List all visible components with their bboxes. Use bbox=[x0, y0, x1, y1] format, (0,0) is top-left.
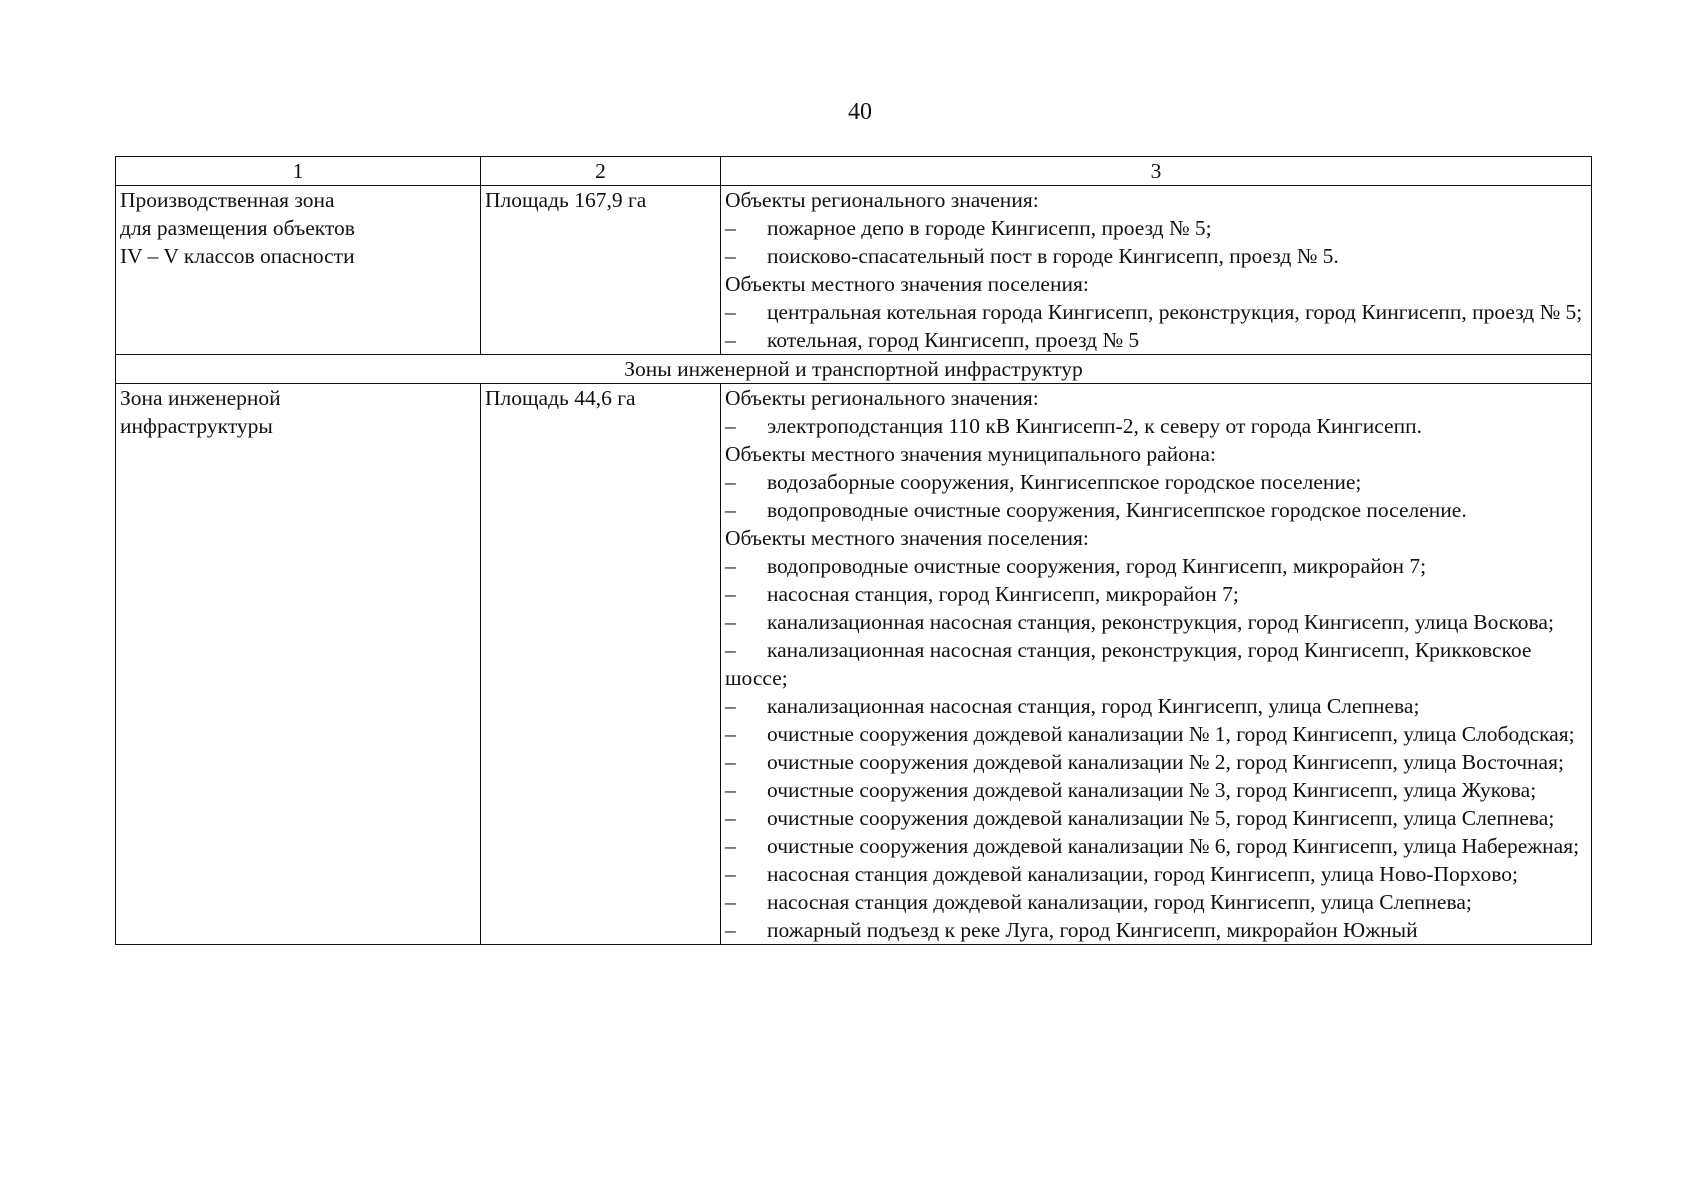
list-item-text: поисково-спасательный пост в городе Кингисепп, проезд № 5. bbox=[767, 244, 1339, 268]
dash-marker: – bbox=[725, 414, 736, 438]
zones-table bbox=[115, 156, 1592, 945]
dash-marker: – bbox=[725, 722, 736, 746]
column-number-row bbox=[116, 157, 1592, 186]
dash-marker: – bbox=[725, 554, 736, 578]
zone-area: Площадь 44,6 га bbox=[485, 386, 636, 410]
list-item-text: пожарное депо в городе Кингисепп, проезд № 5; bbox=[767, 216, 1212, 240]
list-item-text: насосная станция дождевой канализации, город Кингисепп, улица Ново-Порхово; bbox=[767, 862, 1518, 886]
list-item bbox=[725, 496, 1587, 524]
list-item bbox=[725, 888, 1587, 916]
list-item bbox=[725, 832, 1587, 860]
dash-marker: – bbox=[725, 610, 736, 634]
dash-marker: – bbox=[725, 638, 736, 662]
group-heading: Объекты местного значения муниципального района: bbox=[725, 442, 1216, 466]
group-heading: Объекты регионального значения: bbox=[725, 188, 1039, 212]
list-item-text: пожарный подъезд к реке Луга, город Кингисепп, микрорайон Южный bbox=[767, 918, 1418, 942]
group-heading: Объекты местного значения поселения: bbox=[725, 272, 1089, 296]
dash-marker: – bbox=[725, 890, 736, 914]
zone-area-cell bbox=[481, 384, 721, 945]
table-row bbox=[116, 186, 1592, 355]
page-number: 40 bbox=[848, 99, 872, 125]
list-item-text: насосная станция, город Кингисепп, микрорайон 7; bbox=[767, 582, 1239, 606]
list-item bbox=[725, 776, 1587, 804]
list-item-text: очистные сооружения дождевой канализации № 3, город Кингисепп, улица Жукова; bbox=[767, 778, 1537, 802]
dash-marker: – bbox=[725, 694, 736, 718]
section-row bbox=[116, 355, 1592, 384]
list-item bbox=[725, 552, 1587, 580]
list-item bbox=[725, 468, 1587, 496]
list-item-text: канализационная насосная станция, реконструкция, город Кингисепп, улица Воскова; bbox=[767, 610, 1554, 634]
zone-name-line: для размещения объектов bbox=[120, 216, 355, 240]
list-item-text: канализационная насосная станция, реконструкция, город Кингисепп, Крикковское шоссе; bbox=[725, 638, 1532, 690]
list-item-text: котельная, город Кингисепп, проезд № 5 bbox=[767, 328, 1140, 352]
list-item-text: очистные сооружения дождевой канализации № 1, город Кингисепп, улица Слободская; bbox=[767, 722, 1575, 746]
dash-marker: – bbox=[725, 216, 736, 240]
zone-name-line: IV – V классов опасности bbox=[120, 244, 355, 268]
section-title: Зоны инженерной и транспортной инфраструктур bbox=[116, 355, 1592, 384]
list-item bbox=[725, 636, 1587, 692]
list-item bbox=[725, 214, 1587, 242]
list-item bbox=[725, 916, 1587, 944]
list-item-text: очистные сооружения дождевой канализации № 6, город Кингисепп, улица Набережная; bbox=[767, 834, 1580, 858]
group-heading: Объекты местного значения поселения: bbox=[725, 526, 1089, 550]
list-item bbox=[725, 860, 1587, 888]
list-item-text: центральная котельная города Кингисепп, реконструкция, город Кингисепп, проезд № 5; bbox=[767, 300, 1583, 324]
column-number-3: 3 bbox=[721, 157, 1592, 186]
list-item bbox=[725, 298, 1587, 326]
list-item bbox=[725, 412, 1587, 440]
list-item bbox=[725, 748, 1587, 776]
list-item-text: очистные сооружения дождевой канализации № 2, город Кингисепп, улица Восточная; bbox=[767, 750, 1564, 774]
list-item bbox=[725, 692, 1587, 720]
table-row bbox=[116, 384, 1592, 945]
list-item-text: очистные сооружения дождевой канализации № 5, город Кингисепп, улица Слепнева; bbox=[767, 806, 1555, 830]
list-item bbox=[725, 326, 1587, 354]
dash-marker: – bbox=[725, 834, 736, 858]
dash-marker: – bbox=[725, 300, 736, 324]
dash-marker: – bbox=[725, 582, 736, 606]
list-item bbox=[725, 804, 1587, 832]
list-item bbox=[725, 720, 1587, 748]
dash-marker: – bbox=[725, 750, 736, 774]
list-item-text: водопроводные очистные сооружения, Кингисеппское городское поселение. bbox=[767, 498, 1467, 522]
dash-marker: – bbox=[725, 470, 736, 494]
dash-marker: – bbox=[725, 862, 736, 886]
column-number-2: 2 bbox=[481, 157, 721, 186]
list-item bbox=[725, 580, 1587, 608]
zone-objects-cell bbox=[721, 186, 1592, 355]
zone-name-cell bbox=[116, 186, 481, 355]
list-item-text: электроподстанция 110 кВ Кингисепп-2, к северу от города Кингисепп. bbox=[767, 414, 1422, 438]
dash-marker: – bbox=[725, 918, 736, 942]
list-item bbox=[725, 608, 1587, 636]
zone-area-cell bbox=[481, 186, 721, 355]
dash-marker: – bbox=[725, 244, 736, 268]
zone-name-line: инфраструктуры bbox=[120, 414, 273, 438]
list-item bbox=[725, 242, 1587, 270]
list-item-text: насосная станция дождевой канализации, город Кингисепп, улица Слепнева; bbox=[767, 890, 1472, 914]
zone-name-line: Зона инженерной bbox=[120, 386, 281, 410]
zone-objects-cell bbox=[721, 384, 1592, 945]
list-item-text: канализационная насосная станция, город Кингисепп, улица Слепнева; bbox=[767, 694, 1420, 718]
dash-marker: – bbox=[725, 806, 736, 830]
zone-area: Площадь 167,9 га bbox=[485, 188, 647, 212]
zone-name-line: Производственная зона bbox=[120, 188, 335, 212]
dash-marker: – bbox=[725, 778, 736, 802]
dash-marker: – bbox=[725, 328, 736, 352]
list-item-text: водозаборные сооружения, Кингисеппское городское поселение; bbox=[767, 470, 1362, 494]
zone-name-cell bbox=[116, 384, 481, 945]
column-number-1: 1 bbox=[116, 157, 481, 186]
list-item-text: водопроводные очистные сооружения, город Кингисепп, микрорайон 7; bbox=[767, 554, 1427, 578]
dash-marker: – bbox=[725, 498, 736, 522]
group-heading: Объекты регионального значения: bbox=[725, 386, 1039, 410]
